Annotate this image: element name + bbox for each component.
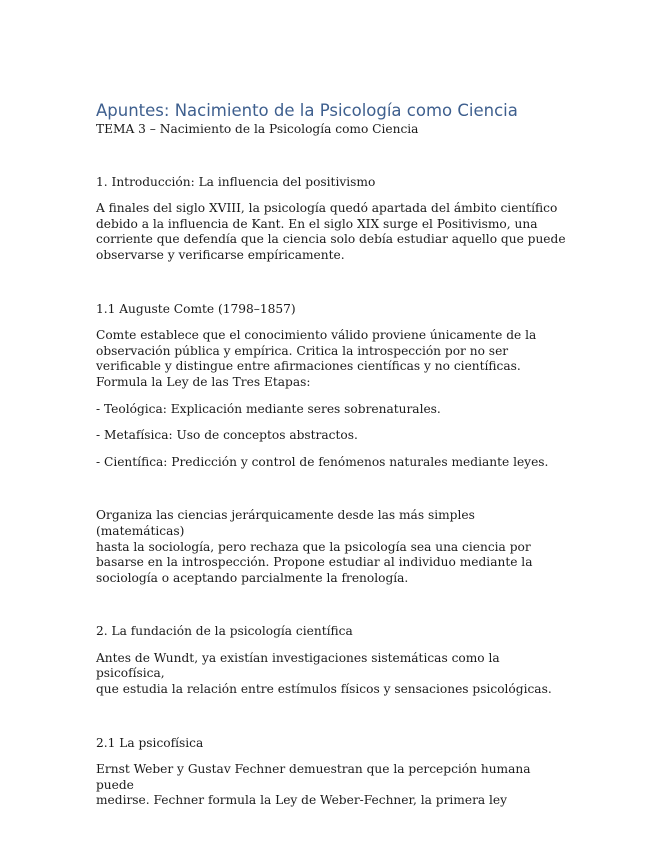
document-page bbox=[96, 100, 566, 809]
document-title: Apuntes: Nacimiento de la Psicología como Ciencia bbox=[96, 101, 518, 120]
paragraph-line: observarse y verificarse empíricamente. bbox=[96, 247, 345, 262]
paragraph-comte-closing bbox=[96, 508, 566, 586]
paragraph-line: observación pública y empírica. Critica la introspección por no ser bbox=[96, 343, 509, 358]
section-heading-intro: 1. Introducción: La influencia del positivismo bbox=[96, 174, 376, 189]
paragraph-line: Formula la Ley de las Tres Etapas: bbox=[96, 374, 311, 389]
section-heading-foundation: 2. La fundación de la psicología científica bbox=[96, 624, 353, 639]
paragraph-foundation bbox=[96, 651, 566, 698]
document-subtitle: TEMA 3 – Nacimiento de la Psicología como Ciencia bbox=[96, 122, 419, 136]
paragraph-psychophysics bbox=[96, 762, 566, 809]
paragraph-comte bbox=[96, 328, 566, 390]
paragraph-line: Ernst Weber y Gustav Fechner demuestran que la percepción humana puede bbox=[96, 762, 531, 792]
paragraph-line: Comte establece que el conocimiento válido proviene únicamente de la bbox=[96, 328, 537, 343]
paragraph-line: que estudia la relación entre estímulos físicos y sensaciones psicológicas. bbox=[96, 682, 552, 697]
paragraph-line: hasta la sociología, pero rechaza que la psicología sea una ciencia por bbox=[96, 539, 531, 554]
section-heading-comte: 1.1 Auguste Comte (1798–1857) bbox=[96, 301, 296, 316]
paragraph-line: medirse. Fechner formula la Ley de Weber-Fechner, la primera ley bbox=[96, 793, 508, 808]
paragraph-line: Antes de Wundt, ya existían investigaciones sistemáticas como la psicofísica, bbox=[96, 650, 500, 681]
stage-item-scientific: - Científica: Predicción y control de fenómenos naturales mediante leyes. bbox=[96, 454, 549, 469]
paragraph-line: Organiza las ciencias jerárquicamente desde las más simples (matemáticas) bbox=[96, 508, 475, 538]
paragraph-line: basarse en la introspección. Propone estudiar al individuo mediante la bbox=[96, 555, 533, 570]
paragraph-line: verificable y distingue entre afirmaciones científicas y no científicas. bbox=[96, 359, 521, 374]
paragraph-line: sociología o aceptando parcialmente la frenología. bbox=[96, 570, 409, 585]
stage-item-theological: - Teológica: Explicación mediante seres sobrenaturales. bbox=[96, 401, 441, 416]
paragraph-line: debido a la influencia de Kant. En el siglo XIX surge el Positivismo, una bbox=[96, 216, 538, 231]
section-heading-psychophysics: 2.1 La psicofísica bbox=[96, 735, 204, 750]
stage-item-metaphysical: - Metafísica: Uso de conceptos abstractos. bbox=[96, 428, 358, 443]
paragraph-intro bbox=[96, 201, 566, 263]
paragraph-line: corriente que defendía que la ciencia solo debía estudiar aquello que puede bbox=[96, 232, 566, 247]
paragraph-line: A finales del siglo XVIII, la psicología quedó apartada del ámbito científico bbox=[96, 201, 558, 216]
